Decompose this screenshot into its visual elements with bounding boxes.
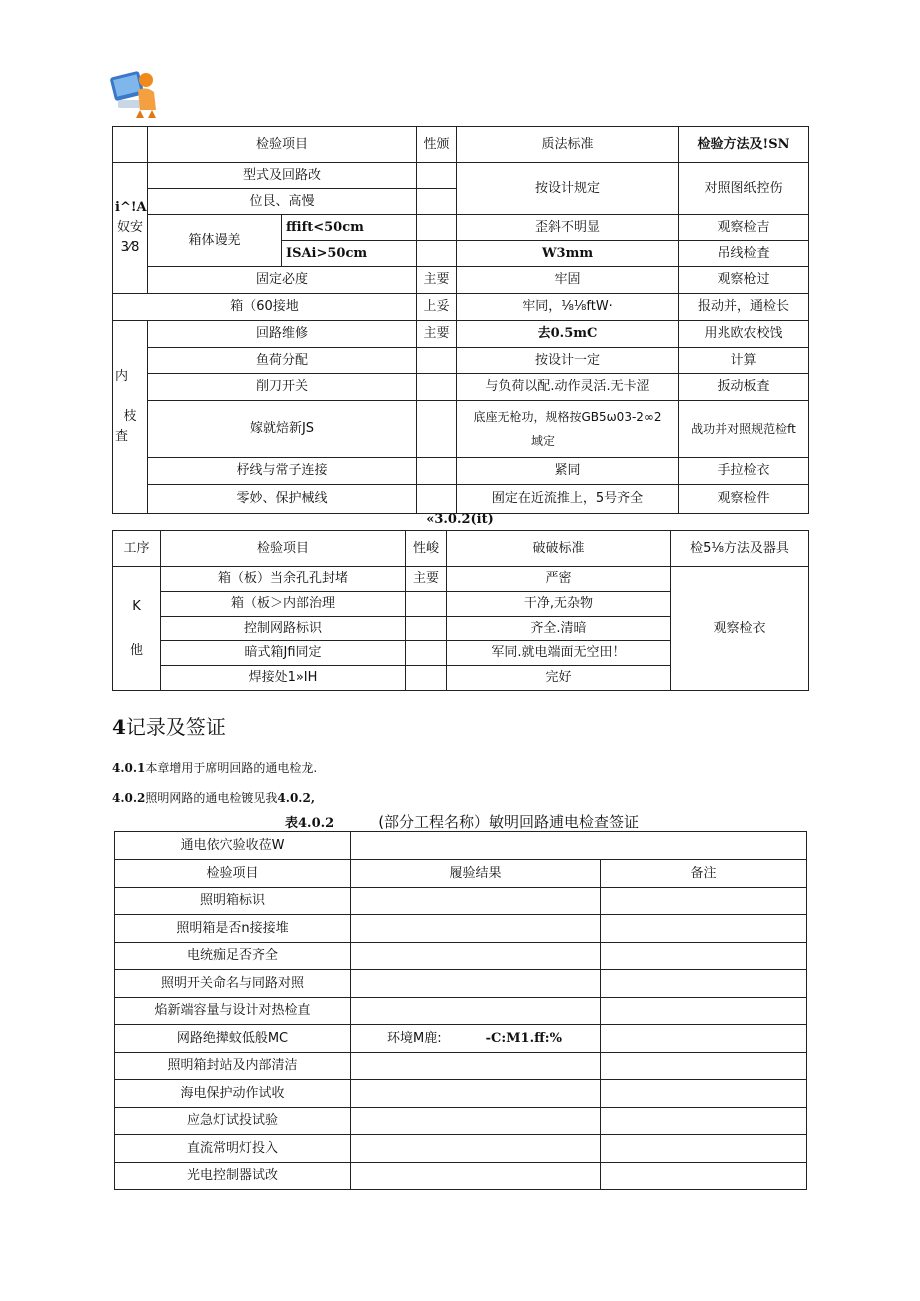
signoff-table (114, 831, 807, 1190)
table-cell: 箱体谩羌 (148, 215, 282, 267)
table-cell: 嫁就焙新JS (148, 401, 417, 458)
table-cell: 牢同，⅛⅛ftW· (457, 294, 679, 321)
section-heading: 4记录及签证 (112, 715, 226, 739)
table-cell (417, 458, 457, 485)
table-cell: 观察检件 (679, 485, 809, 514)
table-cell (601, 1080, 807, 1108)
table-cell (406, 592, 447, 617)
table-cell: 照明箱是否n接接堆 (115, 915, 351, 943)
table-cell: 箱（板）当余孔孔封堵 (161, 567, 406, 592)
header-method: 检验方法及!SN (679, 127, 809, 163)
table-cell: 观察检衣 (671, 567, 809, 691)
header-process: 工序 (113, 531, 161, 567)
table-cell: 去0.5mC (457, 321, 679, 348)
table-cell: 箱（60接地 (113, 294, 417, 321)
table-cell: ffift<50cm (282, 215, 417, 241)
inspection-table-2 (112, 530, 809, 691)
header-property: 性颁 (417, 127, 457, 163)
table-cell: 杼线与常子连接 (148, 458, 417, 485)
table-cell: 紧同 (457, 458, 679, 485)
header-item: 检验项目 (161, 531, 406, 567)
group-label-internal: 内 枝 査 (113, 321, 148, 514)
header-item: 检验项目 (148, 127, 417, 163)
table-cell: 照明箱封站及内部清洁 (115, 1053, 351, 1080)
table-cell (601, 1053, 807, 1080)
header-standard: 质法标准 (457, 127, 679, 163)
table-cell (406, 641, 447, 666)
table-cell: 回路维修 (148, 321, 417, 348)
table-cell (417, 163, 457, 189)
table-cell: 吊线检査 (679, 241, 809, 267)
table-cell: 电统痂足否齐全 (115, 943, 351, 970)
table-cell (601, 998, 807, 1025)
table-cell (351, 1080, 601, 1108)
table-cell: 底座无枪功，规格按GB5ω03-2∞2 域定 (457, 401, 679, 458)
table-cell: 主要 (417, 267, 457, 294)
table-cell (601, 1135, 807, 1163)
table-cell: 对照图纸控伤 (679, 163, 809, 215)
table-cell: 削刀开关 (148, 374, 417, 401)
table-cell (417, 215, 457, 241)
group-label-installation: i^!A 奴安 3⁄8 (113, 163, 148, 294)
table-cell: 焊接处1»IH (161, 666, 406, 691)
table-cell: 按设计一定 (457, 348, 679, 374)
table-cell: 干净,无杂物 (447, 592, 671, 617)
table-cell: 战功并对照规范检ft (679, 401, 809, 458)
table-cell: 歪斜不明显 (457, 215, 679, 241)
table-cell: 扳动板査 (679, 374, 809, 401)
table-cell: 严密 (447, 567, 671, 592)
table-cell: 直流常明灯投入 (115, 1135, 351, 1163)
table-cell: 按设计规定 (457, 163, 679, 215)
table-cell: 主要 (406, 567, 447, 592)
table-cell: 暗式箱Jfi同定 (161, 641, 406, 666)
table-cell: 零妙、保护械线 (148, 485, 417, 514)
table-cell (351, 998, 601, 1025)
table-cell (351, 1053, 601, 1080)
paragraph-4-0-2: 4.0.2照明网路的通电检镀见我4.0.2, (112, 791, 316, 805)
table-2-caption: «3.0.2(it) (426, 512, 494, 527)
table-cell (351, 1135, 601, 1163)
table-cell: 用兆欧农校饯 (679, 321, 809, 348)
paragraph-4-0-1: 4.0.1本章增用于席明回路的通电检龙. (112, 761, 318, 775)
table-cell (601, 943, 807, 970)
table-cell: 通电依穴验收莅W (115, 832, 351, 860)
table-cell: 牢固 (457, 267, 679, 294)
header-method: 检5⅛方法及器具 (671, 531, 809, 567)
table-cell: 观察枪过 (679, 267, 809, 294)
table-cell: 箱（板＞内部治理 (161, 592, 406, 617)
logo-image (110, 66, 166, 120)
table-cell (417, 189, 457, 215)
table-cell: 军同.就电端面无空田！ (447, 641, 671, 666)
table-cell (417, 241, 457, 267)
header-empty (113, 127, 148, 163)
table-cell: 观察检吉 (679, 215, 809, 241)
table-cell: 海电保护动作试收 (115, 1080, 351, 1108)
table-cell: 光电控制器试改 (115, 1163, 351, 1190)
table-cell: 控制网路标识 (161, 617, 406, 641)
table-cell: 计算 (679, 348, 809, 374)
table-cell (417, 401, 457, 458)
table-cell: 型式及回路改 (148, 163, 417, 189)
table-cell: 报动并，通检长 (679, 294, 809, 321)
table-cell: 手拉检衣 (679, 458, 809, 485)
header-standard: 破破标准 (447, 531, 671, 567)
table-cell: 鱼荷分配 (148, 348, 417, 374)
table-cell (601, 970, 807, 998)
table-cell (601, 1163, 807, 1190)
table-cell (417, 348, 457, 374)
table-cell (601, 1025, 807, 1053)
group-label-other: K 他 (113, 567, 161, 691)
table-3-caption: 表4.0.2 (部分工程名称）敏明回路逋电检查签证 (285, 813, 640, 831)
table-cell: 固定必度 (148, 267, 417, 294)
header-property: 性峻 (406, 531, 447, 567)
table-cell: 囿定在近流推上，5号齐全 (457, 485, 679, 514)
table-cell (351, 888, 601, 915)
table-cell: 齐全.清暗 (447, 617, 671, 641)
table-cell (351, 1163, 601, 1190)
table-cell (406, 666, 447, 691)
table-cell: 上妥 (417, 294, 457, 321)
header-item: 检验项目 (115, 860, 351, 888)
table-cell (601, 888, 807, 915)
header-result: 履验结果 (351, 860, 601, 888)
table-cell: 完好 (447, 666, 671, 691)
table-cell (601, 915, 807, 943)
table-cell (351, 915, 601, 943)
table-cell (417, 485, 457, 514)
table-cell: 应急灯试投试验 (115, 1108, 351, 1135)
table-cell: 焰新端容量与设计对热检直 (115, 998, 351, 1025)
table-cell (351, 1108, 601, 1135)
table-cell: ISAi>50cm (282, 241, 417, 267)
header-remarks: 备注 (601, 860, 807, 888)
table-cell: 照明箱标识 (115, 888, 351, 915)
table-cell: 主要 (417, 321, 457, 348)
table-cell (351, 970, 601, 998)
table-cell: 位艮、高慢 (148, 189, 417, 215)
table-cell (406, 617, 447, 641)
table-cell: 网路绝撵蚊低般MC (115, 1025, 351, 1053)
table-cell (417, 374, 457, 401)
table-cell: W3mm (457, 241, 679, 267)
table-cell (601, 1108, 807, 1135)
inspection-table-1 (112, 126, 809, 514)
table-cell (351, 832, 807, 860)
table-cell: 照明开关命名与同路对照 (115, 970, 351, 998)
table-cell: 与负荷以配.动作灵活.无卡涩 (457, 374, 679, 401)
table-cell: 环境M鹿: -C:M1.ff:% (351, 1025, 601, 1053)
table-cell (351, 943, 601, 970)
